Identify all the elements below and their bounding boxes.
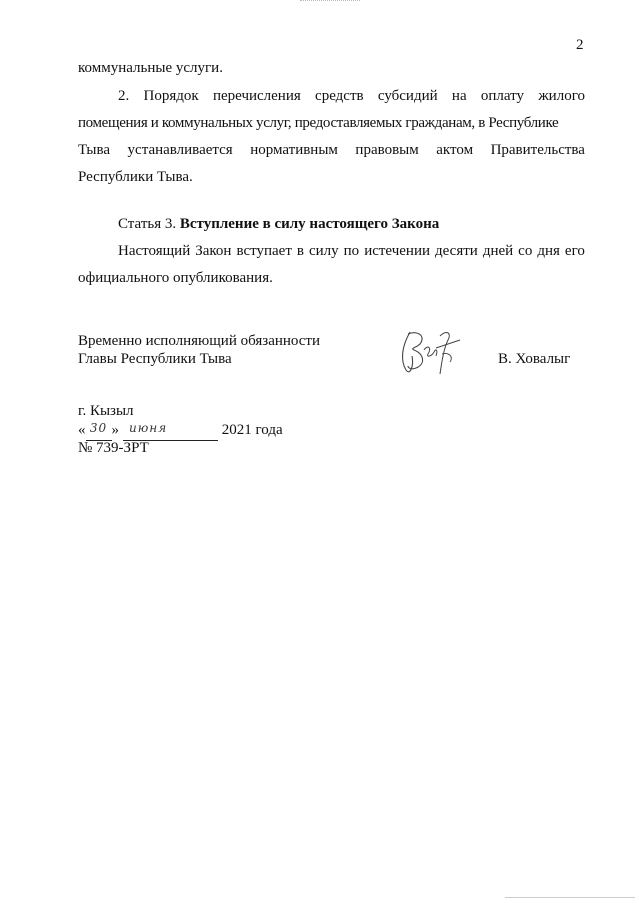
paragraph-2-line-4: Республики Тыва. xyxy=(78,169,193,185)
signatory-position-line-1: Временно исполняющий обязанности xyxy=(78,333,321,349)
article-3-heading xyxy=(118,214,439,234)
scan-mark-bottom xyxy=(505,897,635,898)
date-day: 30 xyxy=(89,421,108,435)
article-3-line-2: официального опубликования. xyxy=(78,270,273,286)
date-month: июня xyxy=(129,421,168,435)
law-number: № 739-ЗРТ xyxy=(78,440,149,456)
signatory-name: В. Ховалыг xyxy=(498,351,571,367)
date-open-quote: « xyxy=(78,422,86,438)
paragraph-2-line-1: 2. Порядок перечисления средств субсидий на оплату жилого xyxy=(118,88,585,104)
paragraph-tail: коммунальные услуги. xyxy=(78,60,223,76)
date-year: 2021 года xyxy=(221,422,283,438)
paragraph-2-line-2: помещения и коммунальных услуг, предоставляемых гражданам, в Республике xyxy=(78,115,559,131)
paragraph-2-line-3: Тыва устанавливается нормативным правовым актом Правительства xyxy=(78,142,585,158)
date-close-quote: » xyxy=(111,422,119,438)
scan-mark-top xyxy=(300,0,360,3)
article-3-line-1: Настоящий Закон вступает в силу по истечении десяти дней со дня его xyxy=(118,243,585,259)
place: г. Кызыл xyxy=(78,403,134,419)
page-number: 2 xyxy=(576,37,584,53)
article-3-prefix: Статья 3. xyxy=(118,216,180,232)
article-3-title: Вступление в силу настоящего Закона xyxy=(179,216,440,232)
signatory-position-line-2: Главы Республики Тыва xyxy=(78,351,232,367)
handwritten-signature xyxy=(396,326,466,378)
